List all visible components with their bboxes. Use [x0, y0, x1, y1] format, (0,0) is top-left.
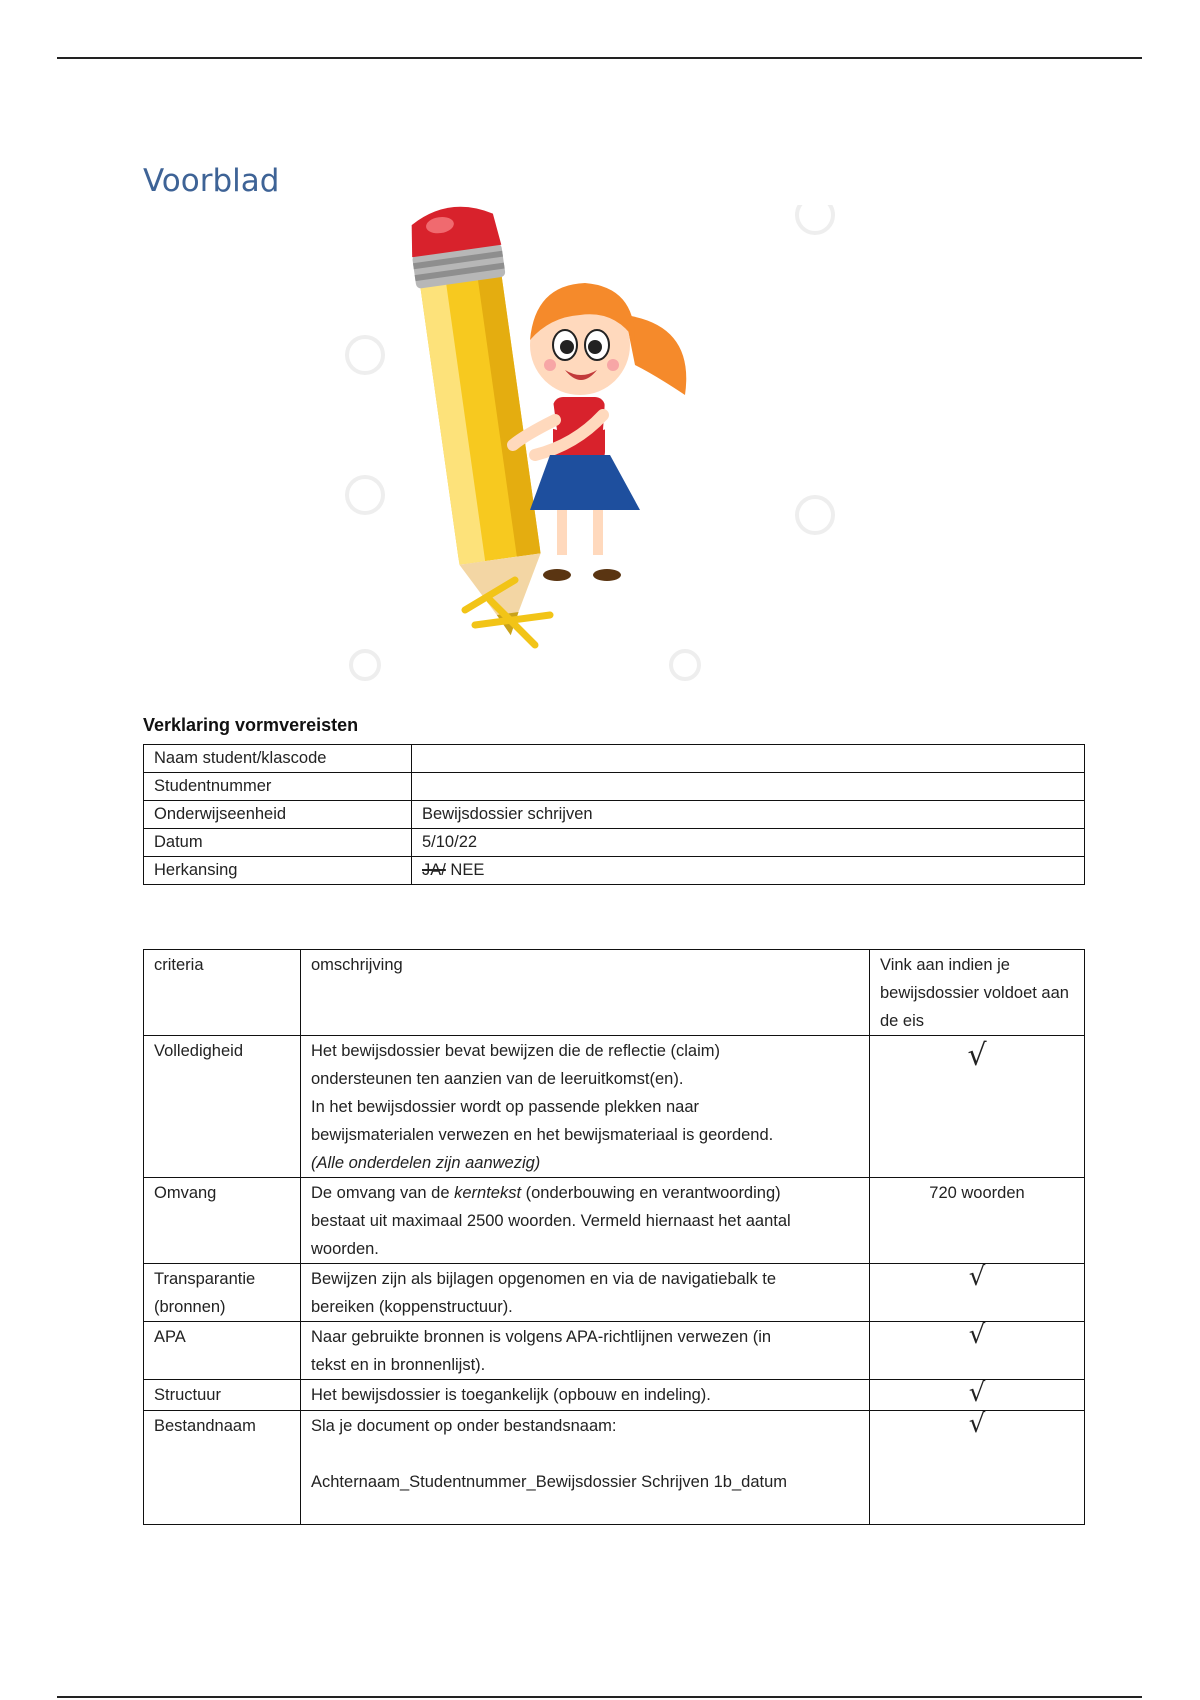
table-row: [144, 773, 1085, 801]
description-line: Het bewijsdossier bevat bewijzen die de reflectie (claim): [311, 1042, 721, 1060]
emphasis-kerntekst: kerntekst: [454, 1184, 522, 1202]
row-label-name: Naam student/klascode: [144, 745, 412, 773]
criteria-table: [143, 949, 1085, 1525]
header-criteria: criteria: [144, 950, 301, 1036]
mark-structuur: [870, 1380, 1085, 1411]
form-title: Verklaring vormvereisten: [143, 715, 359, 735]
table-row: [144, 1264, 1085, 1322]
description-line: bewijsmaterialen verwezen en het bewijsmateriaal is geordend.: [311, 1126, 774, 1144]
girl-with-pencil-illustration: [325, 205, 865, 685]
description-line: Sla je document op onder bestandsnaam:: [311, 1417, 617, 1435]
table-row: [144, 1380, 1085, 1411]
description-line: Bewijzen zijn als bijlagen opgenomen en via de navigatiebalk te: [311, 1270, 777, 1288]
description-bestandnaam: [301, 1411, 870, 1525]
header-omschrijving: omschrijving: [301, 950, 870, 1036]
description-volledigheid: [301, 1036, 870, 1178]
description-apa: [301, 1322, 870, 1380]
row-label-date: Datum: [144, 829, 412, 857]
header-rule: [57, 57, 1142, 59]
row-label-studentnumber: Studentnummer: [144, 773, 412, 801]
table-row: [144, 1178, 1085, 1264]
check-mark-icon: √: [968, 1378, 986, 1408]
row-value-date: 5/10/22: [412, 829, 1085, 857]
line-spacer: [311, 1440, 859, 1468]
criteria-line: Transparantie: [154, 1270, 256, 1288]
criteria-bestandnaam: Bestandnaam: [144, 1411, 301, 1525]
resit-selected-option: NEE: [445, 861, 485, 879]
description-line: bereiken (koppenstructuur).: [311, 1298, 513, 1316]
description-transparantie: [301, 1264, 870, 1322]
description-structuur: Het bewijsdossier is toegankelijk (opbouw en indeling).: [301, 1380, 870, 1411]
mark-transparantie: [870, 1264, 1085, 1322]
description-note: (Alle onderdelen zijn aanwezig): [311, 1154, 541, 1172]
description-line: [311, 1179, 859, 1207]
check-mark-icon: √: [968, 1409, 986, 1439]
mark-bestandnaam: [870, 1411, 1085, 1525]
row-label-resit: Herkansing: [144, 857, 412, 885]
table-row: [144, 1322, 1085, 1380]
row-value-unit: Bewijsdossier schrijven: [412, 801, 1085, 829]
filename-template: Achternaam_Studentnummer_Bewijsdossier Schrijven 1b_datum: [311, 1473, 787, 1491]
table-row: [144, 801, 1085, 829]
table-header-row: [144, 950, 1085, 1036]
description-line: woorden.: [311, 1240, 379, 1258]
page-heading: Voorblad: [143, 163, 280, 199]
criteria-transparantie: [144, 1264, 301, 1322]
check-mark-icon: √: [967, 1038, 987, 1073]
row-value-name: [412, 745, 1085, 773]
declaration-table: [143, 744, 1085, 885]
text-fragment: De omvang van de: [311, 1184, 455, 1202]
description-line: ondersteunen ten aanzien van de leeruitkomst(en).: [311, 1070, 684, 1088]
check-mark-icon: √: [968, 1262, 986, 1292]
criteria-structuur: Structuur: [144, 1380, 301, 1411]
footer-rule: [57, 1696, 1142, 1698]
description-line: In het bewijsdossier wordt op passende plekken naar: [311, 1098, 699, 1116]
table-row: [144, 745, 1085, 773]
criteria-volledigheid: Volledigheid: [144, 1036, 301, 1178]
header-vink: Vink aan indien je bewijsdossier voldoet aan de eis: [870, 950, 1085, 1036]
check-mark-icon: √: [968, 1320, 986, 1350]
table-row: [144, 1411, 1085, 1525]
text-fragment: (onderbouwing en verantwoording): [521, 1184, 781, 1202]
description-line: tekst en in bronnenlijst).: [311, 1356, 486, 1374]
description-line: Naar gebruikte bronnen is volgens APA-richtlijnen verwezen (in: [311, 1328, 772, 1346]
criteria-line: (bronnen): [154, 1298, 226, 1316]
row-value-resit: [412, 857, 1085, 885]
mark-volledigheid: [870, 1036, 1085, 1178]
word-count-value: 720 woorden: [870, 1178, 1085, 1264]
table-row: [144, 829, 1085, 857]
description-line: bestaat uit maximaal 2500 woorden. Vermeld hiernaast het aantal: [311, 1212, 791, 1230]
mark-apa: [870, 1322, 1085, 1380]
row-label-unit: Onderwijseenheid: [144, 801, 412, 829]
table-row: [144, 857, 1085, 885]
criteria-omvang: Omvang: [144, 1178, 301, 1264]
row-value-studentnumber: [412, 773, 1085, 801]
table-row: [144, 1036, 1085, 1178]
resit-struck-option: JA/: [422, 861, 446, 879]
criteria-apa: APA: [144, 1322, 301, 1380]
description-omvang: [301, 1178, 870, 1264]
